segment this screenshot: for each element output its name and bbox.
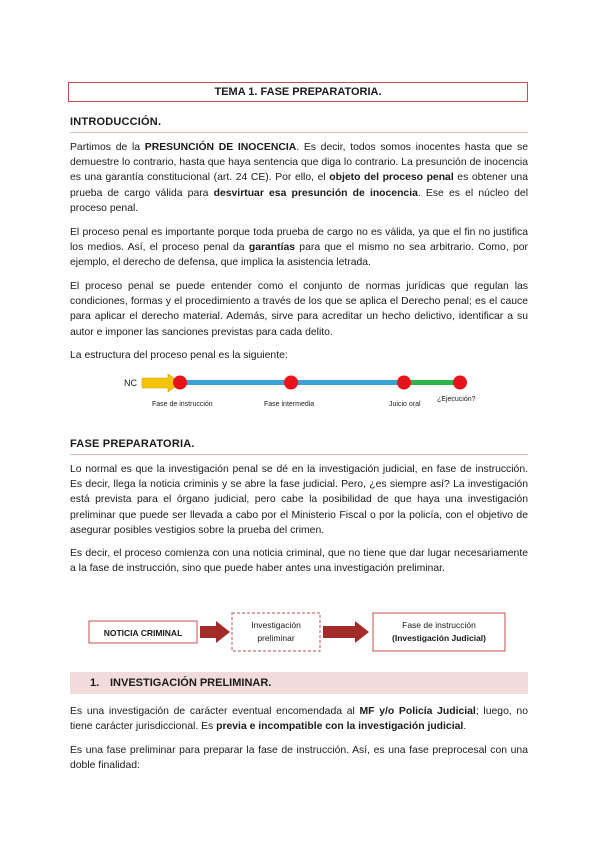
- timeline-line-green: [404, 380, 460, 385]
- flow-arrow-2: [323, 621, 369, 643]
- flow-box-investigacion-line1: Investigación: [251, 620, 301, 630]
- intro-paragraph-4: La estructura del proceso penal es la siguiente:: [70, 350, 288, 361]
- preparatoria-paragraph-1: Lo normal es que la investigación penal se dé en la investigación judicial, en fase de instrucción. Es decir, llega la noticia criminis y se abre la fase judicial. Pero, ¿es siempre así? La investigación está prevista para el órgano judicial, pero cabe la posibilidad de que haya una investigación preliminar que puede ser llevada a cabo por el Ministerio Fiscal o por la policía, con el objetivo de asegurar posibles vestigios sobre la prueba del crimen.: [70, 464, 528, 536]
- intro-heading: INTRODUCCIÓN.: [70, 116, 162, 128]
- timeline-label-intermedia: Fase intermedia: [264, 401, 315, 408]
- process-timeline: [110, 370, 490, 412]
- flow-box-investigacion-preliminar: [232, 613, 320, 651]
- preparatoria-heading: FASE PREPARATORIA.: [70, 438, 195, 450]
- timeline-label-juicio: Juicio oral: [389, 401, 421, 408]
- intro-rule: [70, 132, 528, 133]
- flow-diagram: [84, 610, 524, 656]
- timeline-dot-instruccion: [173, 376, 187, 390]
- preparatoria-rule: [70, 454, 528, 455]
- intro-paragraph-1: Partimos de la PRESUNCIÓN DE INOCENCIA. Es decir, todos somos inocentes hasta que se demuestre lo contrario, hasta que haya sentencia que diga lo contrario. La presunción de inocencia es una garantía constitucional (art. 24 CE). Por ello, el objeto del proceso penal es obtener una prueba de cargo válida para desvirtuar esa presunción de inocencia. Ese es el núcleo del proceso penal.: [70, 142, 528, 214]
- flow-box-fase-instruccion-line1: Fase de instrucción: [402, 620, 476, 630]
- section-1-number: 1.: [90, 677, 100, 689]
- flow-box-fase-instruccion: [373, 613, 505, 651]
- bold-span: objeto del proceso penal: [329, 172, 454, 184]
- timeline-dot-intermedia: [284, 376, 298, 390]
- section-1-paragraph-1: Es una investigación de carácter eventual encomendada al MF y/o Policía Judicial; luego, no tiene carácter jurisdiccional. Es previa e incompatible con la investigación judicial.: [70, 706, 528, 733]
- bold-span: PRESUNCIÓN DE INOCENCIA: [144, 142, 297, 153]
- flow-arrow-1: [200, 621, 230, 643]
- bold-span: MF y/o Policía Judicial: [359, 706, 476, 717]
- timeline-dot-ejecucion: [453, 376, 467, 390]
- flow-box-noticia-criminal-label: NOTICIA CRIMINAL: [103, 628, 183, 638]
- timeline-dot-juicio: [397, 376, 411, 390]
- intro-paragraph-3: El proceso penal se puede entender como el conjunto de normas jurídicas que regulan las condiciones, formas y el procedimiento a través de los que se aplica el Derecho penal; es el cauce para aplicar el derecho material. Además, sirve para acreditar un hecho delictivo, identificar a su autor e imponer las sanciones previstas para cada delito.: [70, 281, 528, 338]
- timeline-label-ejecucion: ¿Ejecución?: [437, 396, 476, 403]
- preparatoria-paragraph-2: Es decir, el proceso comienza con una noticia criminal, que no tiene que dar lugar necesariamente a la fase de instrucción, sino que puede haber antes una investigación preliminar.: [70, 548, 528, 575]
- flow-box-fase-instruccion-line2: (Investigación Judicial): [392, 633, 486, 643]
- timeline-label-instruccion: Fase de instrucción: [152, 401, 213, 408]
- section-1-heading: INVESTIGACIÓN PRELIMINAR.: [110, 677, 272, 689]
- bold-span: desvirtuar esa presunción de inocencia: [213, 187, 418, 199]
- timeline-start-label: NC: [124, 378, 137, 388]
- section-1-paragraph-2: Es una fase preliminar para preparar la fase de instrucción. Así, es una fase preprocesal con una doble finalidad:: [70, 745, 528, 772]
- bold-span: previa e incompatible con la investigación judicial: [216, 721, 464, 733]
- flow-box-investigacion-line2: preliminar: [257, 633, 295, 643]
- intro-paragraph-2: El proceso penal es importante porque toda prueba de cargo no es válida, ya que el fin no justifica los medios. Así, el proceso penal da garantías para que el mismo no sea arbitrario. Como, por ejemplo, el derecho de defensa, que implica la asistencia letrada.: [70, 227, 529, 269]
- page-title: TEMA 1. FASE PREPARATORIA.: [68, 82, 528, 102]
- bold-span: garantías: [248, 242, 296, 254]
